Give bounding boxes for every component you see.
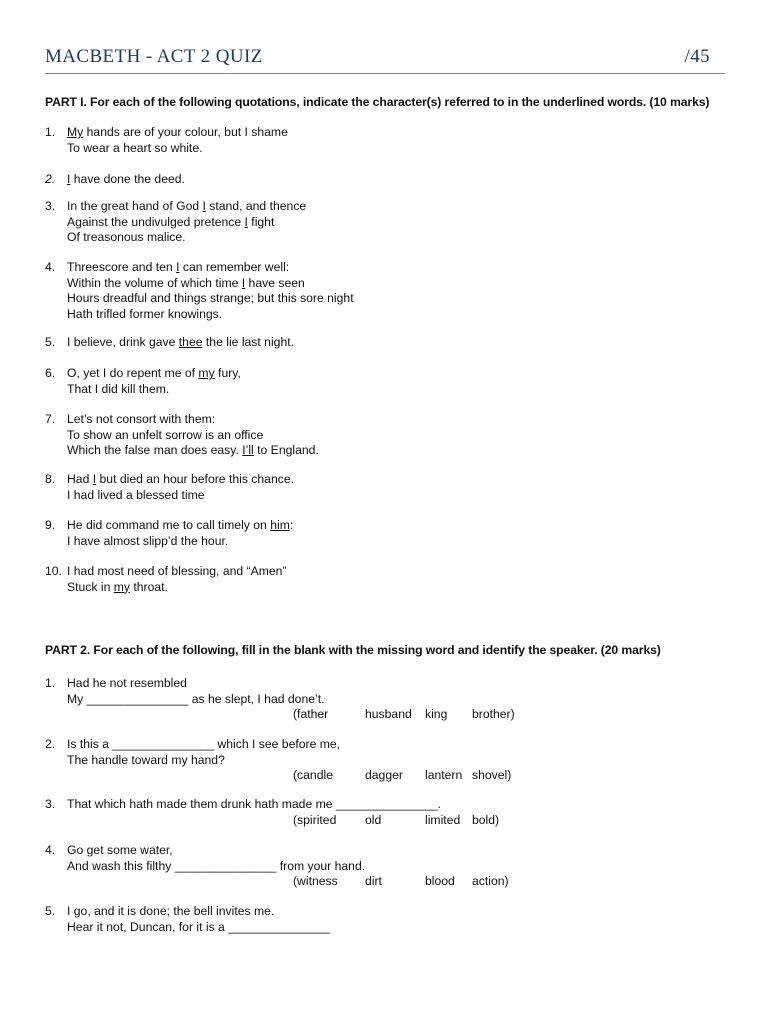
quote-line xyxy=(67,564,725,580)
question-number: 6. xyxy=(45,366,56,380)
part1-question-4 xyxy=(45,260,725,322)
part2-question-1 xyxy=(45,676,725,723)
question-text xyxy=(67,518,725,549)
quote-line xyxy=(67,172,725,188)
quote-text: throat. xyxy=(130,579,168,594)
quote-text: : xyxy=(289,518,294,532)
answer-option: (witness xyxy=(293,874,338,888)
answer-options xyxy=(293,707,725,723)
answer-option: (spirited xyxy=(293,812,337,827)
quote-text: stand, and thence xyxy=(205,199,307,213)
question-number: 8. xyxy=(45,472,56,486)
answer-option: brother) xyxy=(472,707,515,721)
answer-option: king xyxy=(425,707,448,721)
question-text xyxy=(67,366,725,397)
quote-line xyxy=(67,472,725,488)
quote-text: My _______________ as he slept, I had done’t. xyxy=(67,691,325,706)
quote-text: Against the undivulged pretence xyxy=(67,214,245,229)
question-number: 5. xyxy=(45,335,56,349)
part2-heading: PART 2. For each of the following, fill in the blank with the missing word and identify the speaker. (20 marks) xyxy=(45,643,661,657)
quiz-title: MACBETH - ACT 2 QUIZ xyxy=(45,46,263,67)
answer-option: shovel) xyxy=(472,768,512,782)
part1-question-9 xyxy=(45,518,725,549)
quote-text: Hours dreadful and things strange; but this sore night xyxy=(67,291,354,305)
quote-text: I believe, drink gave xyxy=(67,335,179,349)
question-number: 4. xyxy=(45,843,56,857)
quote-text: have done the deed. xyxy=(70,172,185,186)
quote-text: That which hath made them drunk hath made me _______________. xyxy=(67,797,442,811)
part1-question-8 xyxy=(45,472,725,503)
question-text xyxy=(67,412,725,459)
question-text xyxy=(67,737,725,784)
quote-text: Is this a _______________ which I see before me, xyxy=(67,737,341,751)
part1-question-3 xyxy=(45,199,725,246)
quiz-header xyxy=(45,46,710,68)
quote-line xyxy=(67,692,725,708)
quote-text: hands are of your colour, but I shame xyxy=(83,125,288,139)
answer-option: husband xyxy=(365,707,412,721)
quote-text: I go, and it is done; the bell invites me. xyxy=(67,904,275,918)
quote-line xyxy=(67,843,725,859)
question-number: 3. xyxy=(45,797,56,811)
quote-text: To wear a heart so white. xyxy=(67,140,203,155)
question-number: 1. xyxy=(45,676,56,690)
underlined-word: I xyxy=(92,472,97,486)
quote-line xyxy=(67,580,725,596)
question-number: 4. xyxy=(45,260,56,274)
quote-line xyxy=(67,291,725,307)
quote-line xyxy=(67,230,725,246)
quote-line xyxy=(67,920,725,936)
quote-text: I have almost slipp’d the hour. xyxy=(67,533,229,548)
question-number: 7. xyxy=(45,412,56,426)
quote-line xyxy=(67,753,725,769)
part1-question-10 xyxy=(45,564,725,595)
quote-line xyxy=(67,737,725,753)
question-number: 3. xyxy=(45,199,56,213)
header-divider xyxy=(45,73,725,74)
quote-line xyxy=(67,676,725,692)
quote-line xyxy=(67,382,725,398)
part2-question-3 xyxy=(45,797,725,828)
quote-line xyxy=(67,412,725,428)
answer-option: limited xyxy=(425,812,461,827)
part2-question-2 xyxy=(45,737,725,784)
quote-text: fight xyxy=(247,214,275,229)
quote-line xyxy=(67,366,725,382)
part2-question-5 xyxy=(45,904,725,935)
question-text xyxy=(67,125,725,156)
quote-line xyxy=(67,443,725,459)
quote-text: fury, xyxy=(214,366,241,380)
quote-line xyxy=(67,904,725,920)
underlined-word: thee xyxy=(178,335,203,349)
question-text xyxy=(67,564,725,595)
quote-text: And wash this filthy _______________ from your hand. xyxy=(67,858,366,873)
underlined-word: I xyxy=(67,172,71,186)
quote-text: Which the false man does easy. xyxy=(67,443,243,457)
quote-text: I had most need of blessing, and “Amen” xyxy=(67,564,287,578)
question-number: 5. xyxy=(45,904,56,918)
quote-line xyxy=(67,199,725,215)
quote-text: Hath trifled former knowings. xyxy=(67,306,223,321)
quote-text: Within the volume of which time xyxy=(67,275,242,290)
quote-line xyxy=(67,307,725,323)
question-number: 2. xyxy=(45,172,56,186)
quote-text: have seen xyxy=(245,275,305,290)
answer-option: dagger xyxy=(365,768,403,782)
quote-text: To show an unfelt sorrow is an office xyxy=(67,427,264,442)
quote-line xyxy=(67,335,725,351)
quote-text: The handle toward my hand? xyxy=(67,752,225,767)
question-number: 2. xyxy=(45,737,56,751)
part1-heading: PART I. For each of the following quotations, indicate the character(s) referred to in the underlined words. (10 marks) xyxy=(45,95,710,109)
underlined-word: him xyxy=(270,518,290,532)
underlined-word: I xyxy=(176,260,180,274)
quote-text: Of treasonous malice. xyxy=(67,230,186,244)
quote-text: Hear it not, Duncan, for it is a _______________ xyxy=(67,919,330,934)
question-text xyxy=(67,904,725,935)
question-number: 9. xyxy=(45,518,56,532)
quote-text: That I did kill them. xyxy=(67,381,170,396)
question-text xyxy=(67,335,725,351)
answer-option: bold) xyxy=(472,812,500,827)
quote-line xyxy=(67,125,725,141)
answer-option: old xyxy=(365,812,382,827)
question-text xyxy=(67,843,725,890)
quote-line xyxy=(67,859,725,875)
quote-line xyxy=(67,260,725,276)
quote-line xyxy=(67,428,725,444)
question-text xyxy=(67,797,725,828)
part1-question-5 xyxy=(45,335,725,351)
quote-text: I had lived a blessed time xyxy=(67,487,205,502)
quote-line xyxy=(67,518,725,534)
quote-line xyxy=(67,215,725,231)
answer-options xyxy=(293,813,725,829)
quote-line xyxy=(67,488,725,504)
quote-line xyxy=(67,797,725,813)
underlined-word: I xyxy=(202,199,206,213)
part1-question-1 xyxy=(45,125,725,156)
answer-option: (candle xyxy=(293,768,333,782)
underlined-word: I xyxy=(241,275,246,290)
quote-text: Stuck in xyxy=(67,579,114,594)
answer-option: action) xyxy=(472,874,509,888)
quote-text: In the great hand of God xyxy=(67,199,203,213)
quote-text: the lie last night. xyxy=(202,335,294,349)
answer-option: (father xyxy=(293,707,329,721)
part1-question-2 xyxy=(45,172,725,188)
part1-question-6 xyxy=(45,366,725,397)
question-text xyxy=(67,260,725,322)
question-number: 1. xyxy=(45,125,56,139)
answer-option: blood xyxy=(425,874,455,888)
quote-text: Had he not resembled xyxy=(67,676,187,690)
answer-options xyxy=(293,874,725,890)
underlined-word: My xyxy=(67,125,84,139)
quote-text: Had xyxy=(67,472,93,486)
quote-line xyxy=(67,276,725,292)
quote-text: Threescore and ten xyxy=(67,260,177,274)
quote-text: to England. xyxy=(253,443,319,457)
quiz-total-score: /45 xyxy=(684,46,710,67)
question-text xyxy=(67,199,725,246)
quote-text: but died an hour before this chance. xyxy=(96,472,294,486)
quote-text: Go get some water, xyxy=(67,843,173,857)
quote-text: O, yet I do repent me of xyxy=(67,366,199,380)
answer-options xyxy=(293,768,725,784)
quote-text: can remember well: xyxy=(179,260,290,274)
quote-line xyxy=(67,141,725,157)
quote-text: He did command me to call timely on xyxy=(67,518,271,532)
question-text xyxy=(67,472,725,503)
part2-question-4 xyxy=(45,843,725,890)
quote-text: Let’s not consort with them: xyxy=(67,412,216,426)
underlined-word: my xyxy=(198,366,215,380)
answer-option: dirt xyxy=(365,874,382,888)
question-text xyxy=(67,676,725,723)
quote-line xyxy=(67,534,725,550)
question-text xyxy=(67,172,725,188)
part1-question-7 xyxy=(45,412,725,459)
underlined-word: I xyxy=(244,214,248,229)
underlined-word: I’ll xyxy=(242,443,254,457)
answer-option: lantern xyxy=(425,768,463,782)
underlined-word: my xyxy=(113,579,130,594)
question-number: 10. xyxy=(45,564,62,578)
